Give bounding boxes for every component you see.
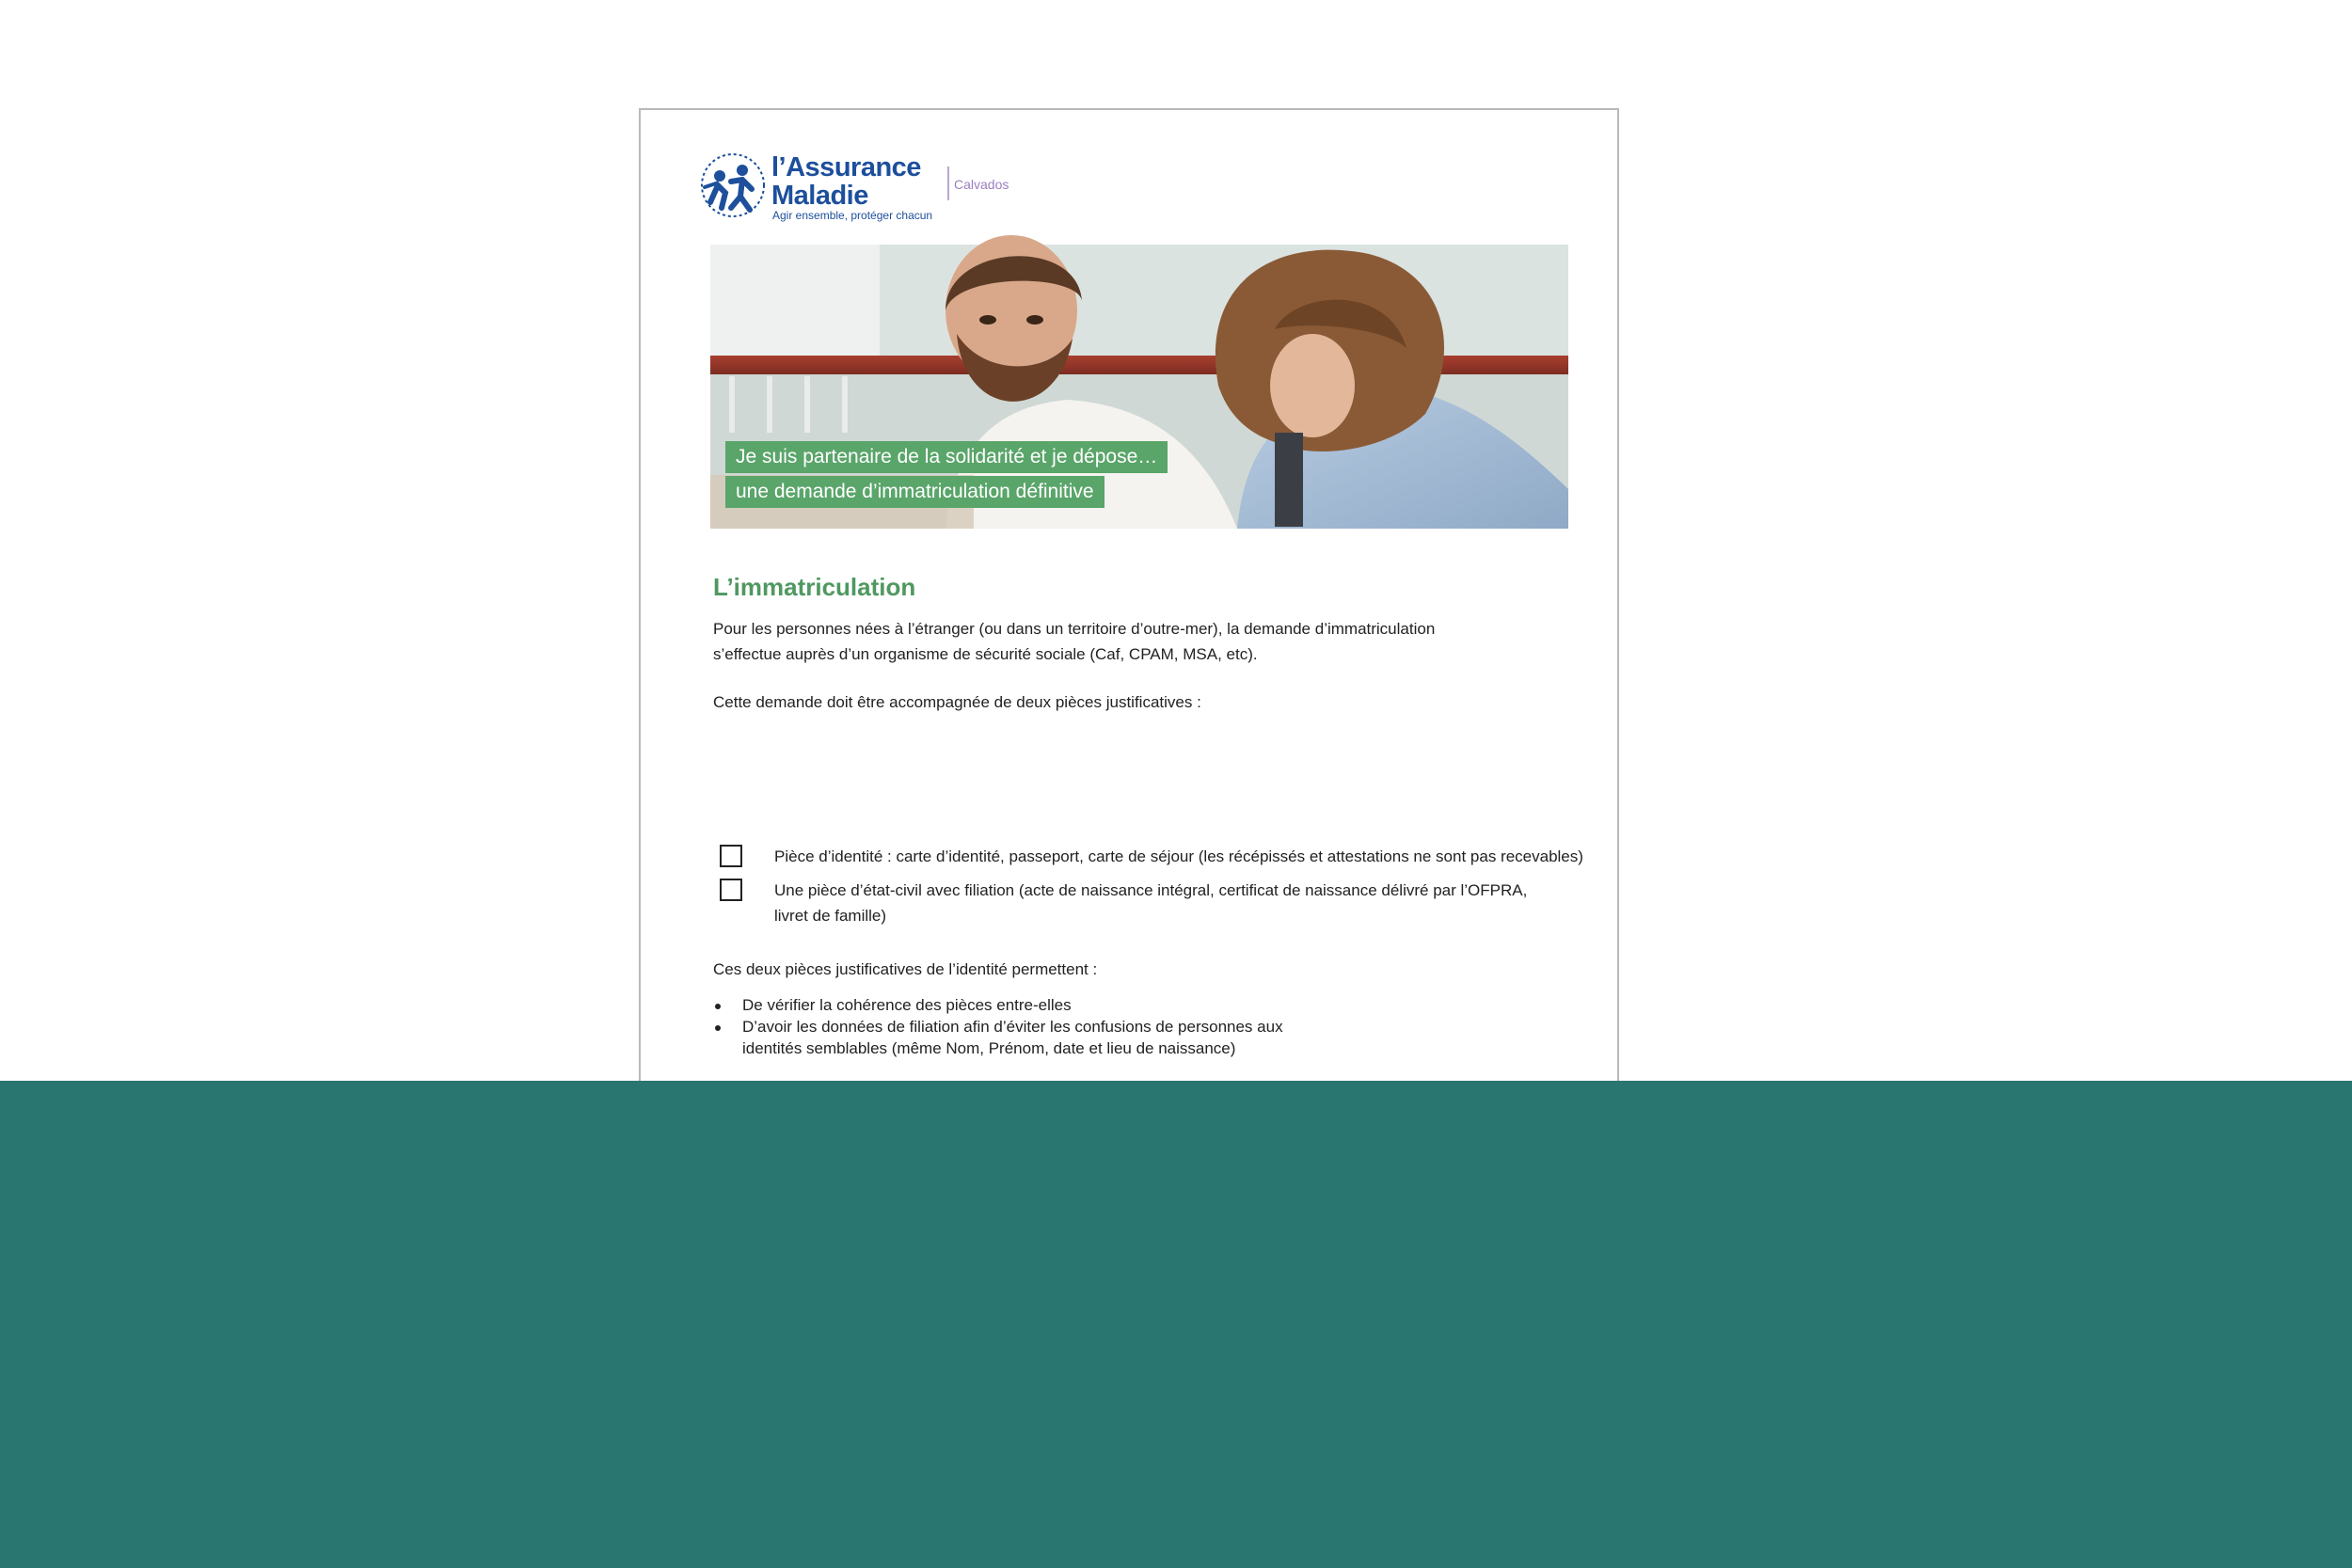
- checklist-item-label: [774, 844, 1583, 869]
- checklist-item-line1: Pièce d’identité : carte d’identité, passeport, carte de séjour (les récépissés et attestations ne sont pas recevables): [774, 847, 1583, 865]
- assurance-maladie-logo-icon: [697, 150, 769, 221]
- requirement-text: Cette demande doit être accompagnée de deux pièces justificatives :: [713, 693, 1201, 711]
- hero-banner: [710, 245, 1568, 529]
- checklist-item-line2: livret de famille): [774, 907, 887, 925]
- intro-line1: Pour les personnes nées à l’étranger (ou dans un territoire d’outre-mer), la demande d’immatriculation: [713, 620, 1436, 638]
- document-page: [639, 108, 1619, 1081]
- checkbox-icon[interactable]: [720, 879, 742, 901]
- bullet-line1: D’avoir les données de filiation afin d’éviter les confusions de personnes aux: [742, 1018, 1283, 1036]
- checklist-item-label: [774, 878, 1527, 928]
- logo-title: [771, 153, 921, 210]
- hero-tag-line2: une demande d’immatriculation définitive: [725, 476, 1104, 508]
- teal-footer-band: [0, 1081, 2352, 1568]
- list-item: [713, 1016, 1560, 1059]
- bullet-line2: identités semblables (même Nom, Prénom, date et lieu de naissance): [742, 1039, 1236, 1057]
- bullet-line1: De vérifier la cohérence des pièces entre-elles: [742, 996, 1072, 1014]
- section-heading: L’immatriculation: [713, 573, 916, 601]
- checklist-item-line1: Une pièce d’état-civil avec filiation (acte de naissance intégral, certificat de naissance délivré par l’OFPRA,: [774, 881, 1528, 899]
- bullet-list: [713, 994, 1560, 1059]
- checkbox-icon[interactable]: [720, 845, 742, 867]
- logo-title-line2: Maladie: [771, 181, 868, 211]
- intro-line2: s’effectue auprès d’un organisme de sécurité sociale (Caf, CPAM, MSA, etc).: [713, 645, 1258, 663]
- list-item: [713, 994, 1560, 1016]
- region-label: Calvados: [954, 177, 1009, 192]
- logo-tagline: Agir ensemble, protéger chacun: [772, 209, 933, 222]
- header-divider: [947, 166, 949, 200]
- intro-paragraph: [713, 616, 1435, 667]
- purpose-text: Ces deux pièces justificatives de l’identité permettent :: [713, 960, 1098, 978]
- hero-tag-line1: Je suis partenaire de la solidarité et je dépose…: [725, 441, 1168, 473]
- logo-title-line1: l’Assurance: [771, 152, 921, 182]
